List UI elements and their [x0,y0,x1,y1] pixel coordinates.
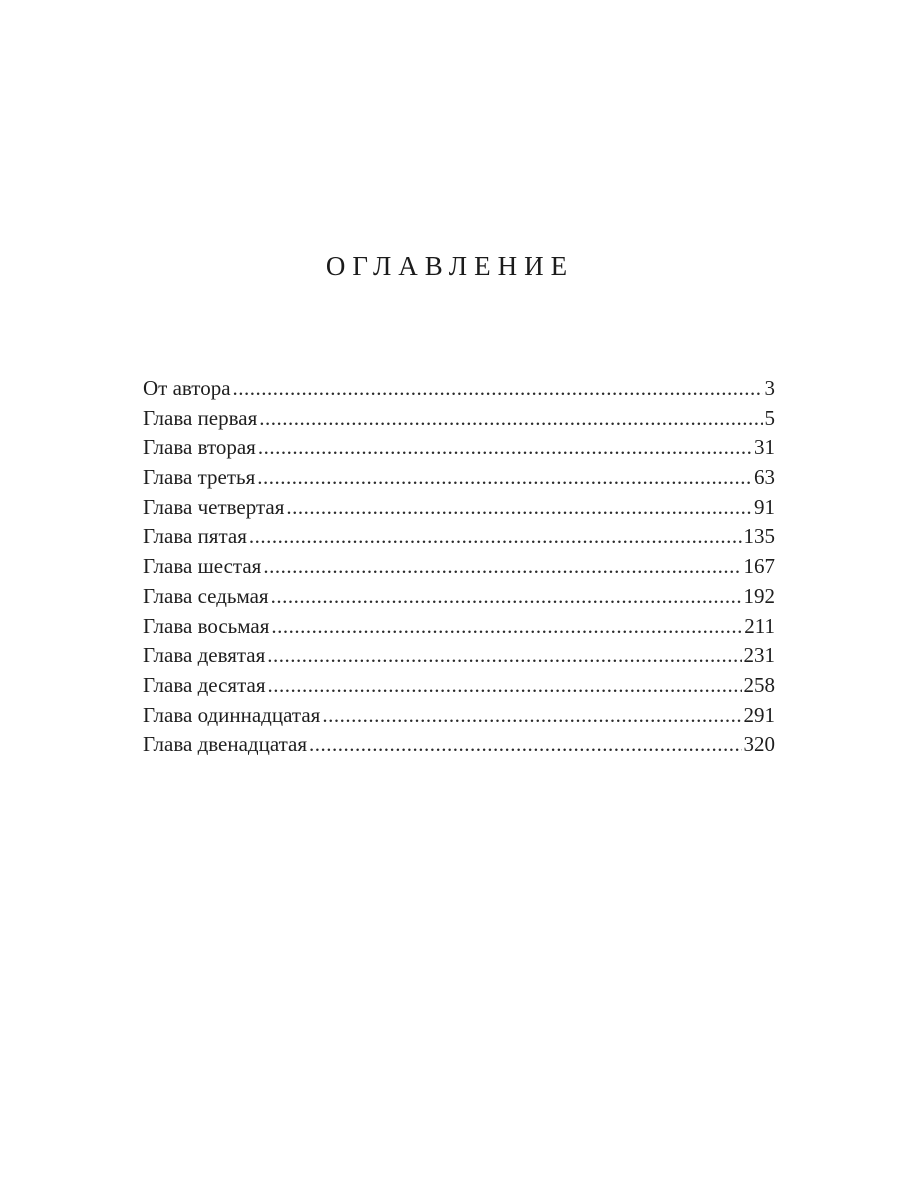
toc-entry-label: От автора [143,376,231,400]
toc-entry-page-number: 63 [754,465,775,490]
toc-entry-page-number: 258 [743,672,775,697]
toc-entry-page-number: 291 [743,702,775,727]
toc-entry-label: Глава шестая [143,554,262,579]
dot-leader [233,374,763,404]
toc-entry-label: Глава первая [143,405,258,430]
table-of-contents [143,374,775,760]
toc-entry-label: Глава пятая [143,524,247,549]
toc-entry-page-number: 5 [764,405,775,430]
toc-entry-page-number: 167 [743,554,775,579]
dot-leader [309,730,741,760]
dot-leader [271,582,742,612]
toc-entry-page-number: 192 [743,583,775,608]
toc-entry-page-number: 3 [764,376,775,400]
dot-leader [268,671,742,701]
dot-leader [259,404,762,434]
toc-entry-page-number: 320 [743,732,775,757]
dot-leader [267,641,741,671]
toc-entry-label: Глава седьмая [143,583,269,608]
dot-leader [286,493,752,523]
toc-entry [143,582,775,612]
toc-entry-label: Глава двенадцатая [143,732,308,757]
page-title: ОГЛАВЛЕНИЕ [325,251,575,281]
toc-entry-label: Глава вторая [143,435,256,460]
toc-entry [143,374,775,404]
toc-entry-page-number: 91 [754,494,775,519]
toc-entry [143,493,775,523]
toc-entry [143,730,775,760]
toc-entry-page-number: 211 [744,613,775,638]
toc-entry [143,433,775,463]
toc-entry-label: Глава десятая [143,672,266,697]
toc-entry [143,612,775,642]
toc-entry-label: Глава третья [143,465,256,490]
dot-leader [249,522,742,552]
toc-entry-label: Глава восьмая [143,613,270,638]
toc-entry-label: Глава четвертая [143,494,285,519]
dot-leader [322,701,741,731]
toc-entry-label: Глава одиннадцатая [143,702,321,727]
toc-entry [143,463,775,493]
toc-entry [143,641,775,671]
toc-entry [143,701,775,731]
toc-entry [143,552,775,582]
toc-entry [143,671,775,701]
dot-leader [257,463,752,493]
toc-entry-page-number: 231 [743,643,775,668]
toc-entry-page-number: 135 [743,524,775,549]
dot-leader [263,552,741,582]
toc-entry-page-number: 31 [754,435,775,460]
toc-entry [143,522,775,552]
dot-leader [258,433,752,463]
dot-leader [271,612,742,642]
toc-entry-label: Глава девятая [143,643,266,668]
toc-entry [143,404,775,434]
